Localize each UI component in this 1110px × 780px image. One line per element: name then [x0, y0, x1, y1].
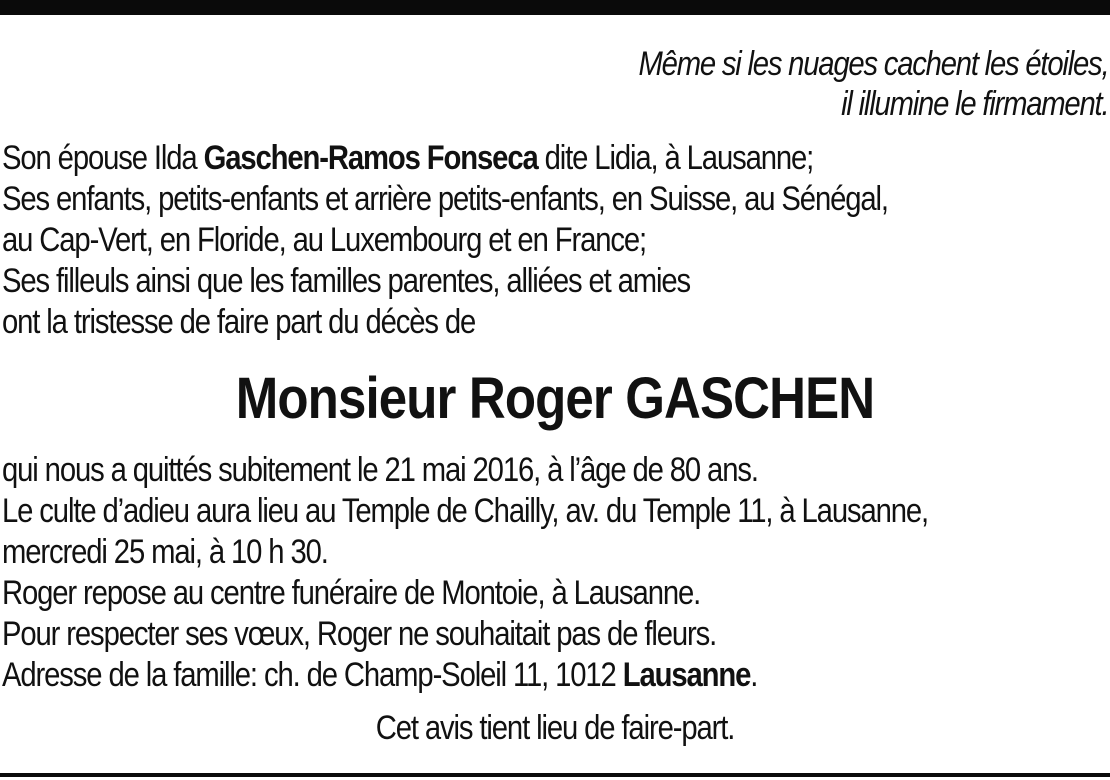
footer-note: Cet avis tient lieu de faire-part.	[375, 709, 735, 747]
top-border-rule	[0, 0, 1110, 15]
family-line-countries: au Cap-Vert, en Floride, au Luxembourg et en France;	[2, 221, 647, 259]
family-announcement	[2, 138, 888, 343]
details-line-service: Le culte d’adieu aura lieu au Temple de Chailly, av. du Temple 11, à Lausanne,	[2, 492, 929, 530]
details-line-rest: Roger repose au centre funéraire de Montoie, à Lausanne.	[2, 574, 701, 612]
details-line-death: qui nous a quittés subitement le 21 mai 2016, à l’âge de 80 ans.	[2, 451, 758, 489]
family-line-announcement: ont la tristesse de faire part du décès de	[2, 303, 476, 341]
bottom-border-rule	[0, 773, 1110, 777]
details-line-flowers: Pour respecter ses vœux, Roger ne souhaitait pas de fleurs.	[2, 615, 717, 653]
family-line-spouse-prefix: Son épouse Ilda	[2, 139, 204, 177]
family-line-spouse	[2, 138, 888, 179]
family-line-spouse-suffix: dite Lidia, à Lausanne;	[537, 139, 814, 177]
address-prefix: Adresse de la famille: ch. de Champ-Soleil 11, 1012	[2, 656, 623, 694]
spouse-surname: Gaschen-Ramos Fonseca	[203, 139, 538, 177]
details-line-date: mercredi 25 mai, à 10 h 30.	[2, 533, 328, 571]
epigraph-quote	[638, 44, 1108, 124]
family-line-children: Ses enfants, petits-enfants et arrière petits-enfants, en Suisse, au Sénégal,	[2, 180, 888, 218]
address-suffix: .	[750, 656, 758, 694]
funeral-details	[2, 450, 928, 696]
deceased-name: Monsieur Roger GASCHEN	[235, 366, 875, 431]
family-line-godchildren: Ses filleuls ainsi que les familles parentes, alliées et amies	[2, 262, 691, 300]
epigraph-line-1: Même si les nuages cachent les étoiles,	[638, 45, 1108, 83]
epigraph-line-2: il illumine le firmament.	[840, 85, 1108, 123]
details-line-address	[2, 655, 928, 696]
address-city: Lausanne	[622, 656, 751, 694]
